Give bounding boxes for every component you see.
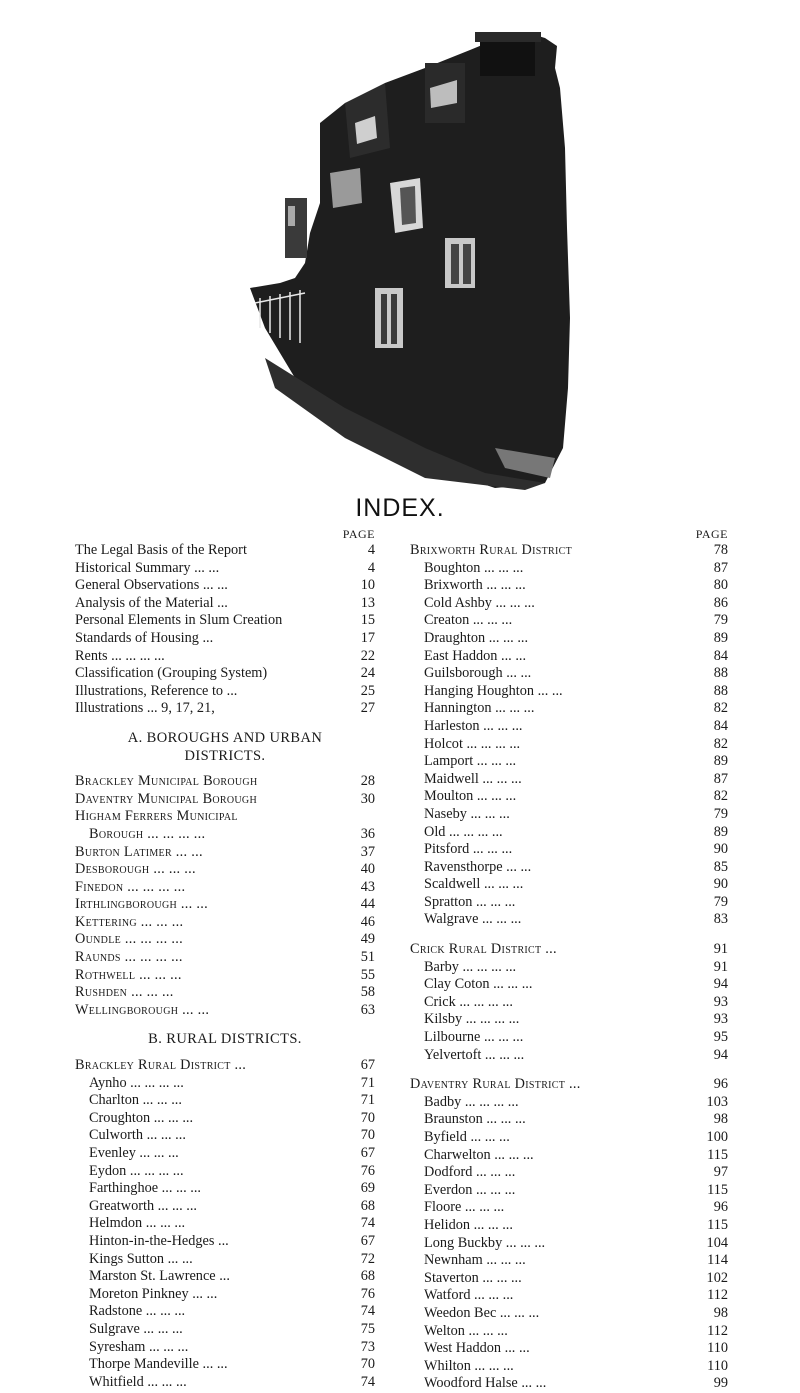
crick-rural-entries: [410, 959, 728, 1065]
entry-label: Barby ... ... ... ...: [424, 958, 517, 975]
entry-page-number: 68: [360, 1268, 375, 1285]
entry-label: Ravensthorpe ... ...: [424, 858, 532, 875]
entry-label: Charwelton ... ... ...: [424, 1146, 534, 1163]
entry-label: Brixworth ... ... ...: [424, 577, 526, 594]
entry-page-number: 112: [707, 1287, 728, 1304]
index-entry: [75, 577, 375, 595]
index-entry: [410, 1147, 728, 1165]
entry-label: Holcot ... ... ... ...: [424, 735, 521, 752]
index-entry: [410, 753, 728, 771]
entry-page-number: 79: [713, 893, 728, 910]
entry-label: Scaldwell ... ... ...: [424, 876, 524, 893]
entry-label: Croughton ... ... ...: [89, 1109, 194, 1126]
entry-page-number: 89: [713, 629, 728, 646]
entry-page-number: 115: [707, 1146, 728, 1163]
entry-page-number: 49: [360, 931, 375, 948]
entry-page-number: 88: [713, 682, 728, 699]
index-entry: [75, 683, 375, 701]
index-entry: [75, 1303, 375, 1321]
index-entry: [75, 931, 375, 949]
index-entry: [410, 1199, 728, 1217]
entry-page-number: 79: [713, 805, 728, 822]
index-entry: [410, 859, 728, 877]
entry-label: Byfield ... ... ...: [424, 1129, 510, 1145]
entry-label: Weedon Bec ... ... ...: [424, 1304, 540, 1321]
entry-page-number: 97: [713, 1164, 728, 1181]
section-a-heading: A. BOROUGHS AND URBAN: [127, 729, 323, 746]
index-entry: [410, 700, 728, 718]
entry-page-number: 15: [360, 612, 375, 629]
entry-label: Walgrave ... ... ...: [424, 911, 522, 928]
entry-page-number: 46: [360, 913, 375, 930]
index-entry: [410, 1287, 728, 1305]
entry-page-number: 90: [713, 841, 728, 858]
entry-page-number: 55: [360, 966, 375, 983]
entry-label: Rents ... ... ... ...: [75, 647, 165, 664]
entry-label: Helmdon ... ... ...: [89, 1215, 186, 1232]
entry-label: Sulgrave ... ... ...: [89, 1320, 183, 1337]
entry-page-number: 4: [367, 542, 375, 558]
entry-label: Naseby ... ... ...: [424, 805, 510, 822]
entry-page-number: 112: [707, 1322, 728, 1339]
index-entry: [410, 911, 728, 929]
entry-page-number: 95: [713, 1029, 728, 1046]
entry-label: Eydon ... ... ... ...: [89, 1162, 184, 1179]
entry-label: Higham Ferrers Municipal: [75, 808, 238, 825]
entry-page-number: 89: [713, 753, 728, 770]
entry-page-number: 88: [713, 665, 728, 682]
index-entry: [410, 1047, 728, 1065]
index-column-right: [410, 527, 728, 1393]
entry-page-number: 27: [360, 700, 375, 717]
entry-label: Kilsby ... ... ... ...: [424, 1011, 520, 1028]
entry-page-number: 30: [360, 790, 375, 807]
brixworth-rural-entries: [410, 560, 728, 929]
entry-page-number: 83: [713, 911, 728, 928]
entry-label: Old ... ... ... ...: [424, 823, 503, 840]
entry-page-number: 67: [360, 1145, 375, 1161]
entry-label: Boughton ... ... ...: [424, 559, 524, 576]
entry-page-number: 86: [713, 594, 728, 611]
index-entry: [75, 791, 375, 809]
entry-page-number: 115: [707, 1216, 728, 1233]
index-entry: [410, 959, 728, 977]
entry-page-number: 74: [360, 1303, 375, 1320]
index-entry: [75, 1215, 375, 1233]
index-entry: [75, 595, 375, 613]
index-entry: [75, 1321, 375, 1339]
index-entry: [410, 718, 728, 736]
index-entry: [410, 841, 728, 859]
index-entry: [75, 826, 375, 844]
index-entry: [75, 560, 375, 578]
entry-page-number: 70: [360, 1109, 375, 1126]
entry-label: Newnham ... ... ...: [424, 1252, 526, 1269]
entry-label: Pitsford ... ... ...: [424, 841, 513, 858]
entry-label: Kings Sutton ... ...: [89, 1250, 193, 1267]
entry-page-number: 75: [360, 1320, 375, 1337]
index-entry: [75, 1374, 375, 1392]
entry-label: Aynho ... ... ... ...: [89, 1074, 184, 1091]
index-entry: [410, 577, 728, 595]
entry-page-number: 25: [360, 682, 375, 699]
entry-label: Analysis of the Material ...: [75, 594, 228, 611]
index-entry: [410, 976, 728, 994]
index-entry: [410, 1252, 728, 1270]
entry-page-number: 82: [713, 735, 728, 752]
entry-label: Evenley ... ... ...: [89, 1145, 179, 1161]
entry-label: Braunston ... ... ...: [424, 1111, 526, 1128]
entry-page-number: 4: [367, 559, 375, 576]
entry-label: Greatworth ... ... ...: [89, 1197, 197, 1214]
index-entry: [75, 1075, 375, 1093]
entry-page-number: 36: [360, 825, 375, 842]
index-entry: [75, 1163, 375, 1181]
index-entry: [75, 1002, 375, 1020]
index-entry: [75, 949, 375, 967]
index-entry: [75, 896, 375, 914]
index-entry: [410, 1111, 728, 1129]
index-entry: [75, 1268, 375, 1286]
entry-label: Rothwell ... ... ...: [75, 966, 182, 983]
entry-label: Hannington ... ... ...: [424, 700, 535, 717]
index-entry: [410, 1164, 728, 1182]
entry-label: Kettering ... ... ...: [75, 913, 184, 930]
index-entry: [410, 806, 728, 824]
entry-label: Wellingborough ... ...: [75, 1001, 210, 1018]
entry-label: Lilbourne ... ... ...: [424, 1029, 524, 1046]
entry-page-number: 43: [360, 878, 375, 895]
index-entry: [75, 1286, 375, 1304]
entry-page-number: 24: [360, 665, 375, 682]
index-entry: [410, 876, 728, 894]
index-entry: [75, 773, 375, 791]
index-entry: [75, 1339, 375, 1357]
index-entry: [75, 665, 375, 683]
entry-label: Brackley Municipal Borough: [75, 773, 258, 790]
entry-page-number: 84: [713, 647, 728, 664]
entry-label: Marston St. Lawrence ...: [89, 1268, 230, 1285]
entry-page-number: 87: [713, 559, 728, 576]
entry-page-number: 76: [360, 1162, 375, 1179]
building-illustration: [225, 28, 575, 490]
entry-label: Yelvertoft ... ... ...: [424, 1046, 525, 1063]
index-entry: [410, 736, 728, 754]
entry-label: Finedon ... ... ... ...: [75, 878, 186, 895]
entry-label: Borough ... ... ... ...: [89, 825, 206, 842]
index-entry: [75, 1145, 375, 1163]
index-entry: [410, 1358, 728, 1376]
entry-label: Clay Coton ... ... ...: [424, 976, 533, 993]
entry-label: Charlton ... ... ...: [89, 1092, 182, 1109]
entry-label: East Haddon ... ...: [424, 647, 527, 664]
entry-label: Burton Latimer ... ...: [75, 843, 203, 860]
index-entry: [75, 914, 375, 932]
entry-page-number: 85: [713, 858, 728, 875]
index-entry: [410, 1217, 728, 1235]
entry-label: Hanging Houghton ... ...: [424, 682, 563, 699]
brackley-rural-entries: [75, 1075, 375, 1392]
entry-page-number: 22: [360, 647, 375, 664]
entry-page-number: 44: [360, 896, 375, 913]
index-entry: [410, 994, 728, 1012]
entry-label: Historical Summary ... ...: [75, 559, 220, 576]
entry-label: Maidwell ... ... ...: [424, 770, 522, 787]
entry-page-number: 28: [360, 773, 375, 790]
entry-page-number: 104: [706, 1234, 728, 1251]
entry-page-number: 98: [713, 1111, 728, 1128]
entry-page-number: 91: [713, 958, 728, 975]
entry-page-number: 69: [360, 1180, 375, 1197]
entry-label: Radstone ... ... ...: [89, 1303, 186, 1320]
index-entry: [75, 1180, 375, 1198]
index-entry: [410, 824, 728, 842]
entry-label: Crick ... ... ... ...: [424, 993, 513, 1010]
entry-page-number: 76: [360, 1285, 375, 1302]
entry-page-number: 71: [360, 1074, 375, 1091]
entry-page-number: 13: [360, 594, 375, 611]
index-entry: [75, 967, 375, 985]
entry-page-number: 58: [360, 984, 375, 1001]
index-entry: [75, 630, 375, 648]
entry-label: Welton ... ... ...: [424, 1322, 508, 1339]
index-entry: [410, 648, 728, 666]
entry-page-number: 90: [713, 876, 728, 893]
entry-label: Dodford ... ... ...: [424, 1164, 516, 1181]
entry-label: General Observations ... ...: [75, 577, 228, 594]
entry-label: Staverton ... ... ...: [424, 1269, 522, 1286]
entry-page-number: 17: [360, 629, 375, 646]
index-entry: [410, 1340, 728, 1358]
index-entry: [410, 1323, 728, 1341]
entry-page-number: 102: [706, 1269, 728, 1286]
index-entry: [410, 1029, 728, 1047]
entry-label: Farthinghoe ... ... ...: [89, 1180, 201, 1197]
entry-label: Illustrations ... 9, 17, 21,: [75, 700, 215, 717]
index-entry: [410, 665, 728, 683]
entry-page-number: 110: [707, 1357, 728, 1374]
general-entries: [75, 542, 375, 718]
index-entry-daventry-rural: Daventry Rural District ... 96: [410, 1076, 728, 1093]
index-entry: [410, 683, 728, 701]
entry-page-number: 67: [360, 1232, 375, 1249]
entry-label: Woodford Halse ... ...: [424, 1375, 547, 1392]
index-entry: [75, 1110, 375, 1128]
entry-label: Creaton ... ... ...: [424, 612, 513, 629]
index-entry: [75, 612, 375, 630]
section-b-heading: B. RURAL DISTRICTS.: [148, 1031, 302, 1048]
section-a-heading-cont: DISTRICTS.: [184, 747, 266, 764]
entry-label: Standards of Housing ...: [75, 629, 214, 646]
entry-label: Hinton-in-the-Hedges ...: [89, 1232, 229, 1249]
entry-label: Draughton ... ... ...: [424, 629, 529, 646]
entry-page-number: 100: [706, 1129, 728, 1145]
entry-page-number: 110: [707, 1340, 728, 1357]
entry-label: Irthlingborough ... ...: [75, 896, 208, 913]
entry-page-number: 74: [360, 1215, 375, 1232]
entry-label: Cold Ashby ... ... ...: [424, 594, 535, 611]
entry-page-number: 40: [360, 861, 375, 878]
entry-page-number: 73: [360, 1338, 375, 1355]
entry-page-number: 70: [360, 1127, 375, 1144]
entry-page-number: 72: [360, 1250, 375, 1267]
index-entry: [410, 1129, 728, 1147]
index-entry: [410, 788, 728, 806]
index-entry: [75, 1127, 375, 1145]
entry-label: Syresham ... ... ...: [89, 1338, 189, 1355]
entry-label: Rushden ... ... ...: [75, 984, 174, 1001]
entry-label: Guilsborough ... ...: [424, 665, 532, 682]
entry-label: Culworth ... ... ...: [89, 1127, 186, 1144]
index-entry: [410, 630, 728, 648]
page-column-label: PAGE: [342, 527, 375, 541]
index-entry: [410, 1011, 728, 1029]
index-entry: [75, 879, 375, 897]
index-entry: [410, 1375, 728, 1393]
entry-page-number: 99: [713, 1375, 728, 1392]
entry-page-number: 114: [707, 1252, 728, 1269]
entry-label: Raunds ... ... ... ...: [75, 949, 183, 966]
index-entry: [410, 612, 728, 630]
entry-page-number: 94: [713, 1046, 728, 1063]
entry-page-number: 82: [713, 700, 728, 717]
entry-page-number: 68: [360, 1197, 375, 1214]
entry-page-number: 51: [360, 949, 375, 966]
entry-label: Personal Elements in Slum Creation: [75, 612, 283, 629]
entry-page-number: 80: [713, 577, 728, 594]
index-entry: [75, 648, 375, 666]
index-column-left: [75, 527, 375, 1391]
index-entry: [75, 1233, 375, 1251]
index-entry: [75, 844, 375, 862]
entry-label: Watford ... ... ...: [424, 1287, 514, 1304]
entry-label: Spratton ... ... ...: [424, 893, 516, 910]
entry-label: Thorpe Mandeville ... ...: [89, 1356, 228, 1373]
entry-label: The Legal Basis of the Report: [75, 542, 247, 558]
index-entry: [75, 1092, 375, 1110]
entry-page-number: 70: [360, 1356, 375, 1373]
entry-page-number: 93: [713, 993, 728, 1010]
entry-label: Long Buckby ... ... ...: [424, 1234, 546, 1251]
entry-label: Helidon ... ... ...: [424, 1216, 513, 1233]
index-entry: [75, 861, 375, 879]
daventry-rural-entries: [410, 1094, 728, 1393]
entry-page-number: 74: [360, 1373, 375, 1390]
borough-entries: [75, 773, 375, 1019]
index-entry: [75, 984, 375, 1002]
entry-label: Moreton Pinkney ... ...: [89, 1285, 218, 1302]
index-entry: [75, 700, 375, 718]
entry-label: Daventry Municipal Borough: [75, 790, 257, 807]
entry-label: Illustrations, Reference to ...: [75, 682, 238, 699]
entry-label: Classification (Grouping System): [75, 665, 268, 682]
index-entry: [75, 1198, 375, 1216]
entry-page-number: 93: [713, 1011, 728, 1028]
index-entry-brixworth-rural: Brixworth Rural District 78: [410, 542, 728, 558]
page-column-label: PAGE: [695, 527, 728, 541]
entry-label: Whitfield ... ... ...: [89, 1373, 187, 1390]
entry-label: Whilton ... ... ...: [424, 1357, 514, 1374]
index-entry-brackley-rural: Brackley Rural District ... 67: [75, 1057, 375, 1074]
index-entry: [75, 1251, 375, 1269]
entry-page-number: 89: [713, 823, 728, 840]
entry-label: Lamport ... ... ...: [424, 753, 517, 770]
entry-label: Moulton ... ... ...: [424, 788, 517, 805]
index-entry: [410, 894, 728, 912]
index-entry: [410, 1270, 728, 1288]
entry-page-number: 84: [713, 717, 728, 734]
index-title: INDEX.: [355, 494, 445, 522]
entry-label: Oundle ... ... ... ...: [75, 931, 183, 948]
entry-page-number: 94: [713, 976, 728, 993]
index-entry: [410, 560, 728, 578]
entry-label: Desborough ... ... ...: [75, 861, 196, 878]
index-entry: [75, 542, 375, 560]
entry-label: Everdon ... ... ...: [424, 1181, 516, 1198]
index-entry: [75, 808, 375, 826]
entry-label: West Haddon ... ...: [424, 1340, 530, 1357]
index-entry: [410, 1235, 728, 1253]
index-entry: [410, 771, 728, 789]
index-entry: [75, 1356, 375, 1374]
entry-page-number: 87: [713, 770, 728, 787]
index-entry: [410, 1094, 728, 1112]
index-entry: [410, 595, 728, 613]
entry-page-number: 37: [360, 843, 375, 860]
index-entry: [410, 1182, 728, 1200]
entry-label: Badby ... ... ... ...: [424, 1093, 519, 1110]
entry-page-number: 63: [360, 1001, 375, 1018]
entry-page-number: 79: [713, 612, 728, 629]
entry-page-number: 82: [713, 788, 728, 805]
index-entry-crick-rural: Crick Rural District ... 91: [410, 941, 728, 958]
entry-label: Floore ... ... ...: [424, 1199, 505, 1216]
entry-page-number: 103: [706, 1093, 728, 1110]
entry-page-number: 96: [713, 1199, 728, 1216]
index-entry: [410, 1305, 728, 1323]
entry-page-number: 115: [707, 1181, 728, 1198]
entry-label: Harleston ... ... ...: [424, 717, 523, 734]
entry-page-number: 10: [360, 577, 375, 594]
entry-page-number: 98: [713, 1304, 728, 1321]
entry-page-number: 71: [360, 1092, 375, 1109]
